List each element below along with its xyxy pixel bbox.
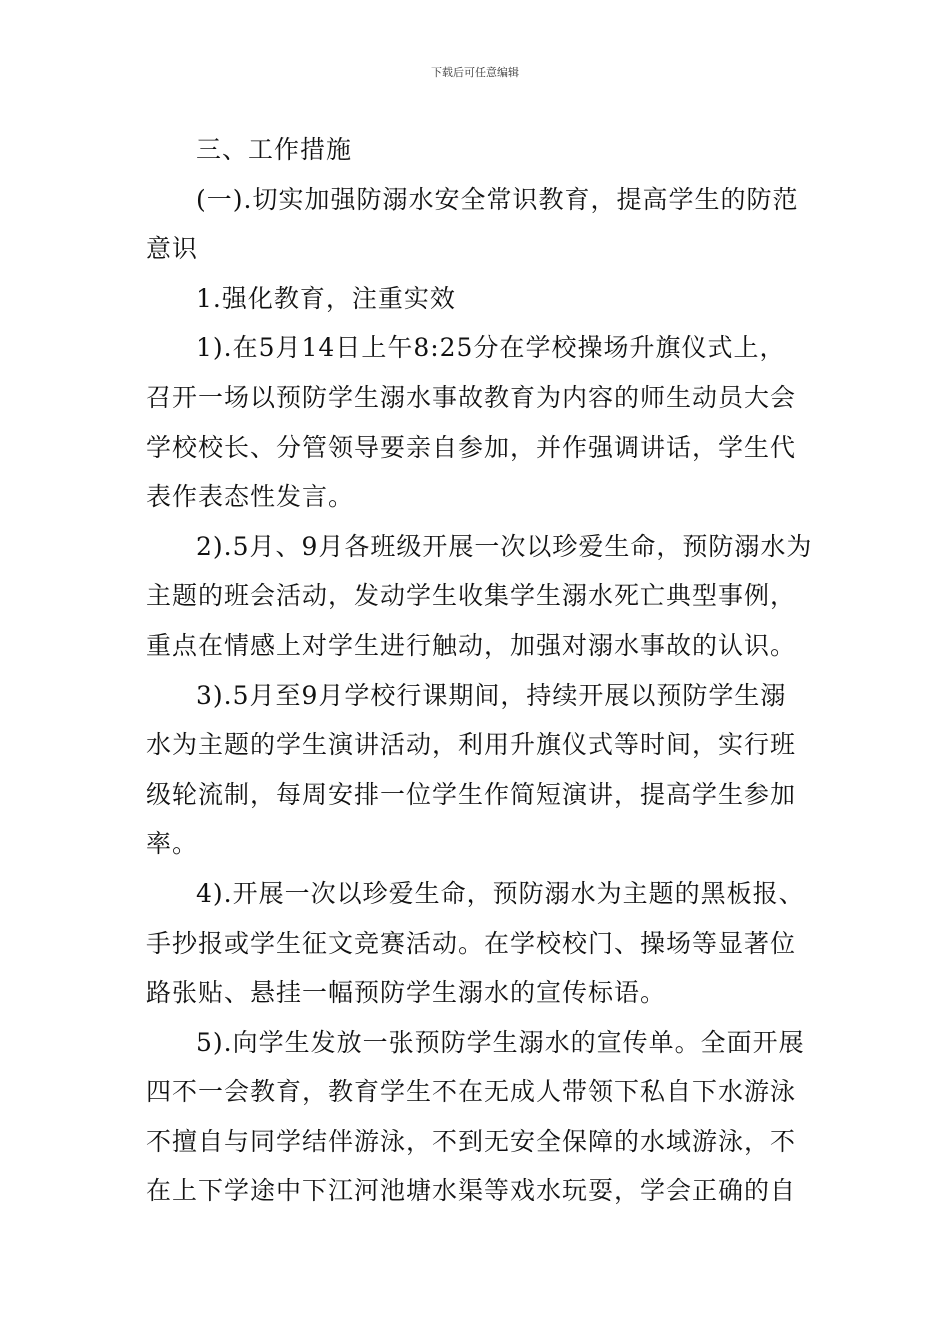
paragraph-line: 2).5月、9月各班级开展一次以珍爱生命，预防溺水为 bbox=[196, 531, 813, 561]
paragraph-line: 召开一场以预防学生溺水事故教育为内容的师生动员大会 bbox=[146, 382, 797, 412]
paragraph-line: 路张贴、悬挂一幅预防学生溺水的宣传标语。 bbox=[146, 978, 667, 1008]
paragraph-line: 表作表态性发言。 bbox=[146, 482, 355, 512]
paragraph-line: 四不一会教育，教育学生不在无成人带领下私自下水游泳 bbox=[146, 1077, 797, 1107]
paragraph-line: 学校校长、分管领导要亲自参加，并作强调讲话，学生代 bbox=[146, 432, 797, 462]
paragraph-line: 手抄报或学生征文竞赛活动。在学校校门、操场等显著位 bbox=[146, 928, 797, 958]
paragraph-line: 1).在5月14日上午8:25分在学校操场升旗仪式上， bbox=[196, 333, 786, 363]
paragraph-line: 5).向学生发放一张预防学生溺水的宣传单。全面开展 bbox=[196, 1027, 805, 1057]
paragraph-line: 主题的班会活动，发动学生收集学生溺水死亡典型事例， bbox=[146, 581, 797, 611]
header-note: 下载后可任意编辑 bbox=[431, 66, 519, 79]
document-body bbox=[146, 125, 813, 1216]
paragraph-line: 水为主题的学生演讲活动，利用升旗仪式等时间，实行班 bbox=[146, 730, 797, 760]
paragraph-line: 率。 bbox=[146, 829, 199, 859]
paragraph-line: 级轮流制，每周安排一位学生作简短演讲，提高学生参加 bbox=[146, 779, 797, 809]
subsection-heading-cont: 意识 bbox=[146, 234, 199, 264]
paragraph-line: 不擅自与同学结伴游泳，不到无安全保障的水域游泳，不 bbox=[146, 1126, 797, 1156]
paragraph-line: 3).5月至9月学校行课期间，持续开展以预防学生溺 bbox=[196, 680, 787, 710]
paragraph-line: 在上下学途中下江河池塘水渠等戏水玩耍，学会正确的自 bbox=[146, 1176, 797, 1206]
item-heading: 1.强化教育，注重实效 bbox=[196, 283, 456, 313]
paragraph-line: 4).开展一次以珍爱生命，预防溺水为主题的黑板报、 bbox=[196, 878, 805, 908]
subsection-heading: (一).切实加强防溺水安全常识教育，提高学生的防范 bbox=[196, 184, 799, 214]
section-heading: 三、工作措施 bbox=[196, 135, 353, 164]
paragraph-line: 重点在情感上对学生进行触动，加强对溺水事故的认识。 bbox=[146, 630, 797, 660]
